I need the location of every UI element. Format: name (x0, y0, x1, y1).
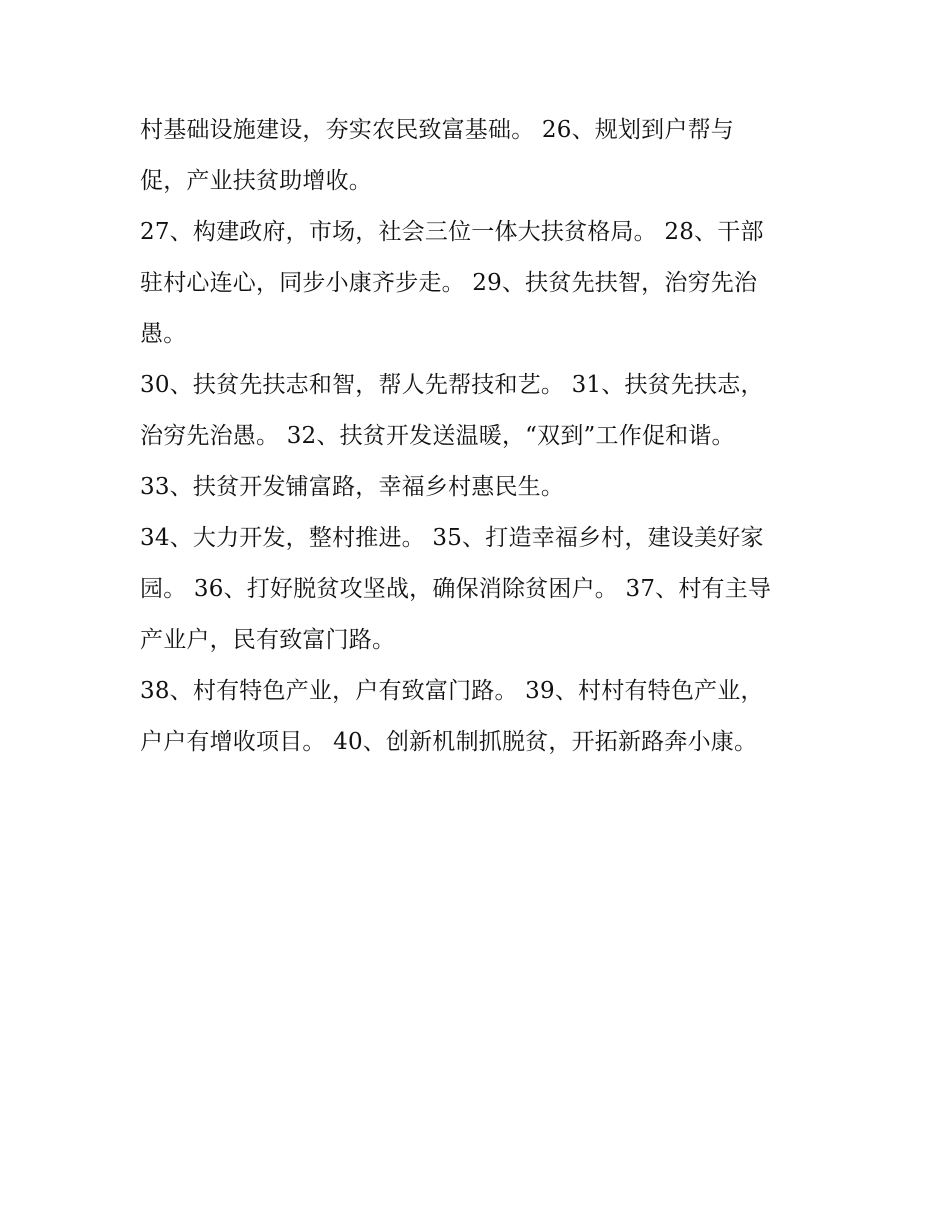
text-line: 治穷先治愚。 32、扶贫开发送温暖，“双到”工作促和谐。 (140, 423, 735, 449)
text-line: 驻村心连心，同步小康齐步走。 29、扶贫先扶智，治穷先治 (140, 270, 758, 296)
text-line: 园。 36、打好脱贫攻坚战，确保消除贫困户。 37、村有主导 (140, 576, 772, 602)
text-line: 27、构建政府，市场，社会三位一体大扶贫格局。 28、干部 (140, 219, 764, 245)
text-line: 村基础设施建设，夯实农民致富基础。 26、规划到户帮与 (140, 117, 734, 143)
text-line: 34、大力开发，整村推进。 35、打造幸福乡村，建设美好家 (140, 525, 764, 551)
text-line: 33、扶贫开发铺富路，幸福乡村惠民生。 (140, 474, 565, 500)
document-body (140, 108, 810, 771)
text-line: 38、村有特色产业，户有致富门路。 39、村村有特色产业， (140, 678, 764, 704)
text-line: 30、扶贫先扶志和智，帮人先帮技和艺。 31、扶贫先扶志， (140, 372, 764, 398)
text-line: 产业户，民有致富门路。 (140, 627, 396, 653)
text-line: 户户有增收项目。 40、创新机制抓脱贫，开拓新路奔小康。 (140, 729, 758, 755)
text-line: 促，产业扶贫助增收。 (140, 168, 372, 194)
text-line: 愚。 (140, 321, 187, 347)
